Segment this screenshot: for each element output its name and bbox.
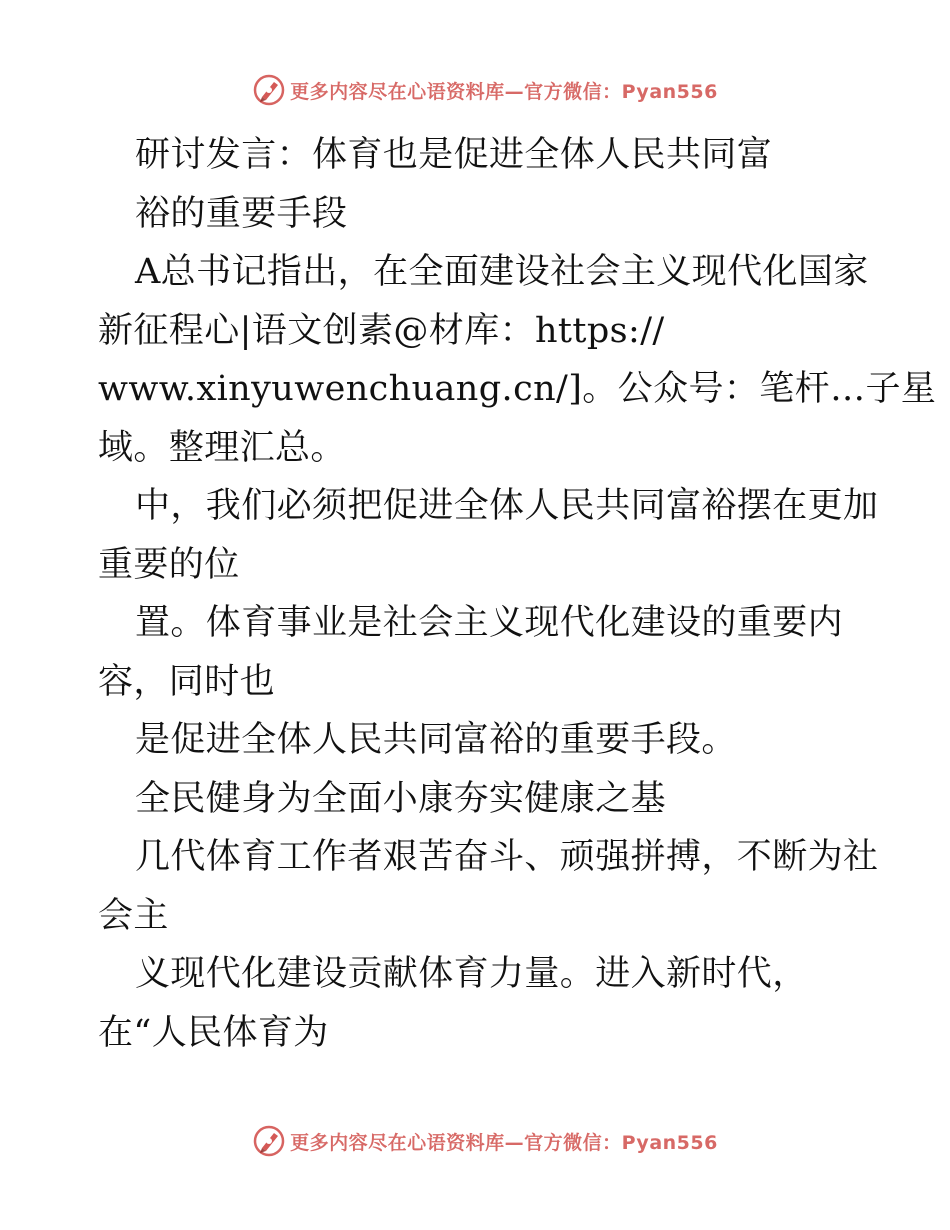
watermark-text: 更多内容尽在心语资料库—官方微信：Pyan556 (290, 80, 718, 103)
text-line: 置。体育事业是社会主义现代化建设的重要内 (135, 603, 844, 643)
text-line: 研讨发言：体育也是促进全体人民共同富 (135, 135, 773, 175)
text-line: 域。整理汇总。 (98, 427, 346, 468)
text-line: www.xinyuwenchuang.cn/]。公众号：笔杆…子星 (98, 369, 937, 409)
pen-logo-icon (252, 73, 286, 107)
text-line: A总书记指出，在全面建设社会主义现代化国家 (135, 252, 869, 292)
text-line: 是促进全体人民共同富裕的重要手段。 (135, 720, 737, 760)
footer-watermark-banner (0, 1121, 950, 1161)
text-line: 在“人民体育为 (98, 1012, 329, 1053)
watermark-text: 更多内容尽在心语资料库—官方微信：Pyan556 (290, 1131, 718, 1154)
text-line: 裕的重要手段 (135, 193, 348, 234)
text-line: 容，同时也 (98, 661, 276, 702)
text-line: 会主 (98, 895, 169, 936)
text-line: 全民健身为全面小康夯实健康之基 (135, 778, 667, 819)
document-body (98, 126, 937, 1062)
text-line: 重要的位 (98, 544, 240, 585)
text-line: 义现代化建设贡献体育力量。进入新时代， (135, 954, 808, 994)
text-line: 新征程心|语文创素@材库：https:// (98, 310, 665, 351)
text-line: 几代体育工作者艰苦奋斗、顽强拼搏，不断为社 (135, 837, 879, 877)
pen-logo-icon (252, 1124, 286, 1158)
header-watermark-banner (0, 70, 950, 110)
text-line: 中，我们必须把促进全体人民共同富裕摆在更加 (135, 486, 879, 526)
